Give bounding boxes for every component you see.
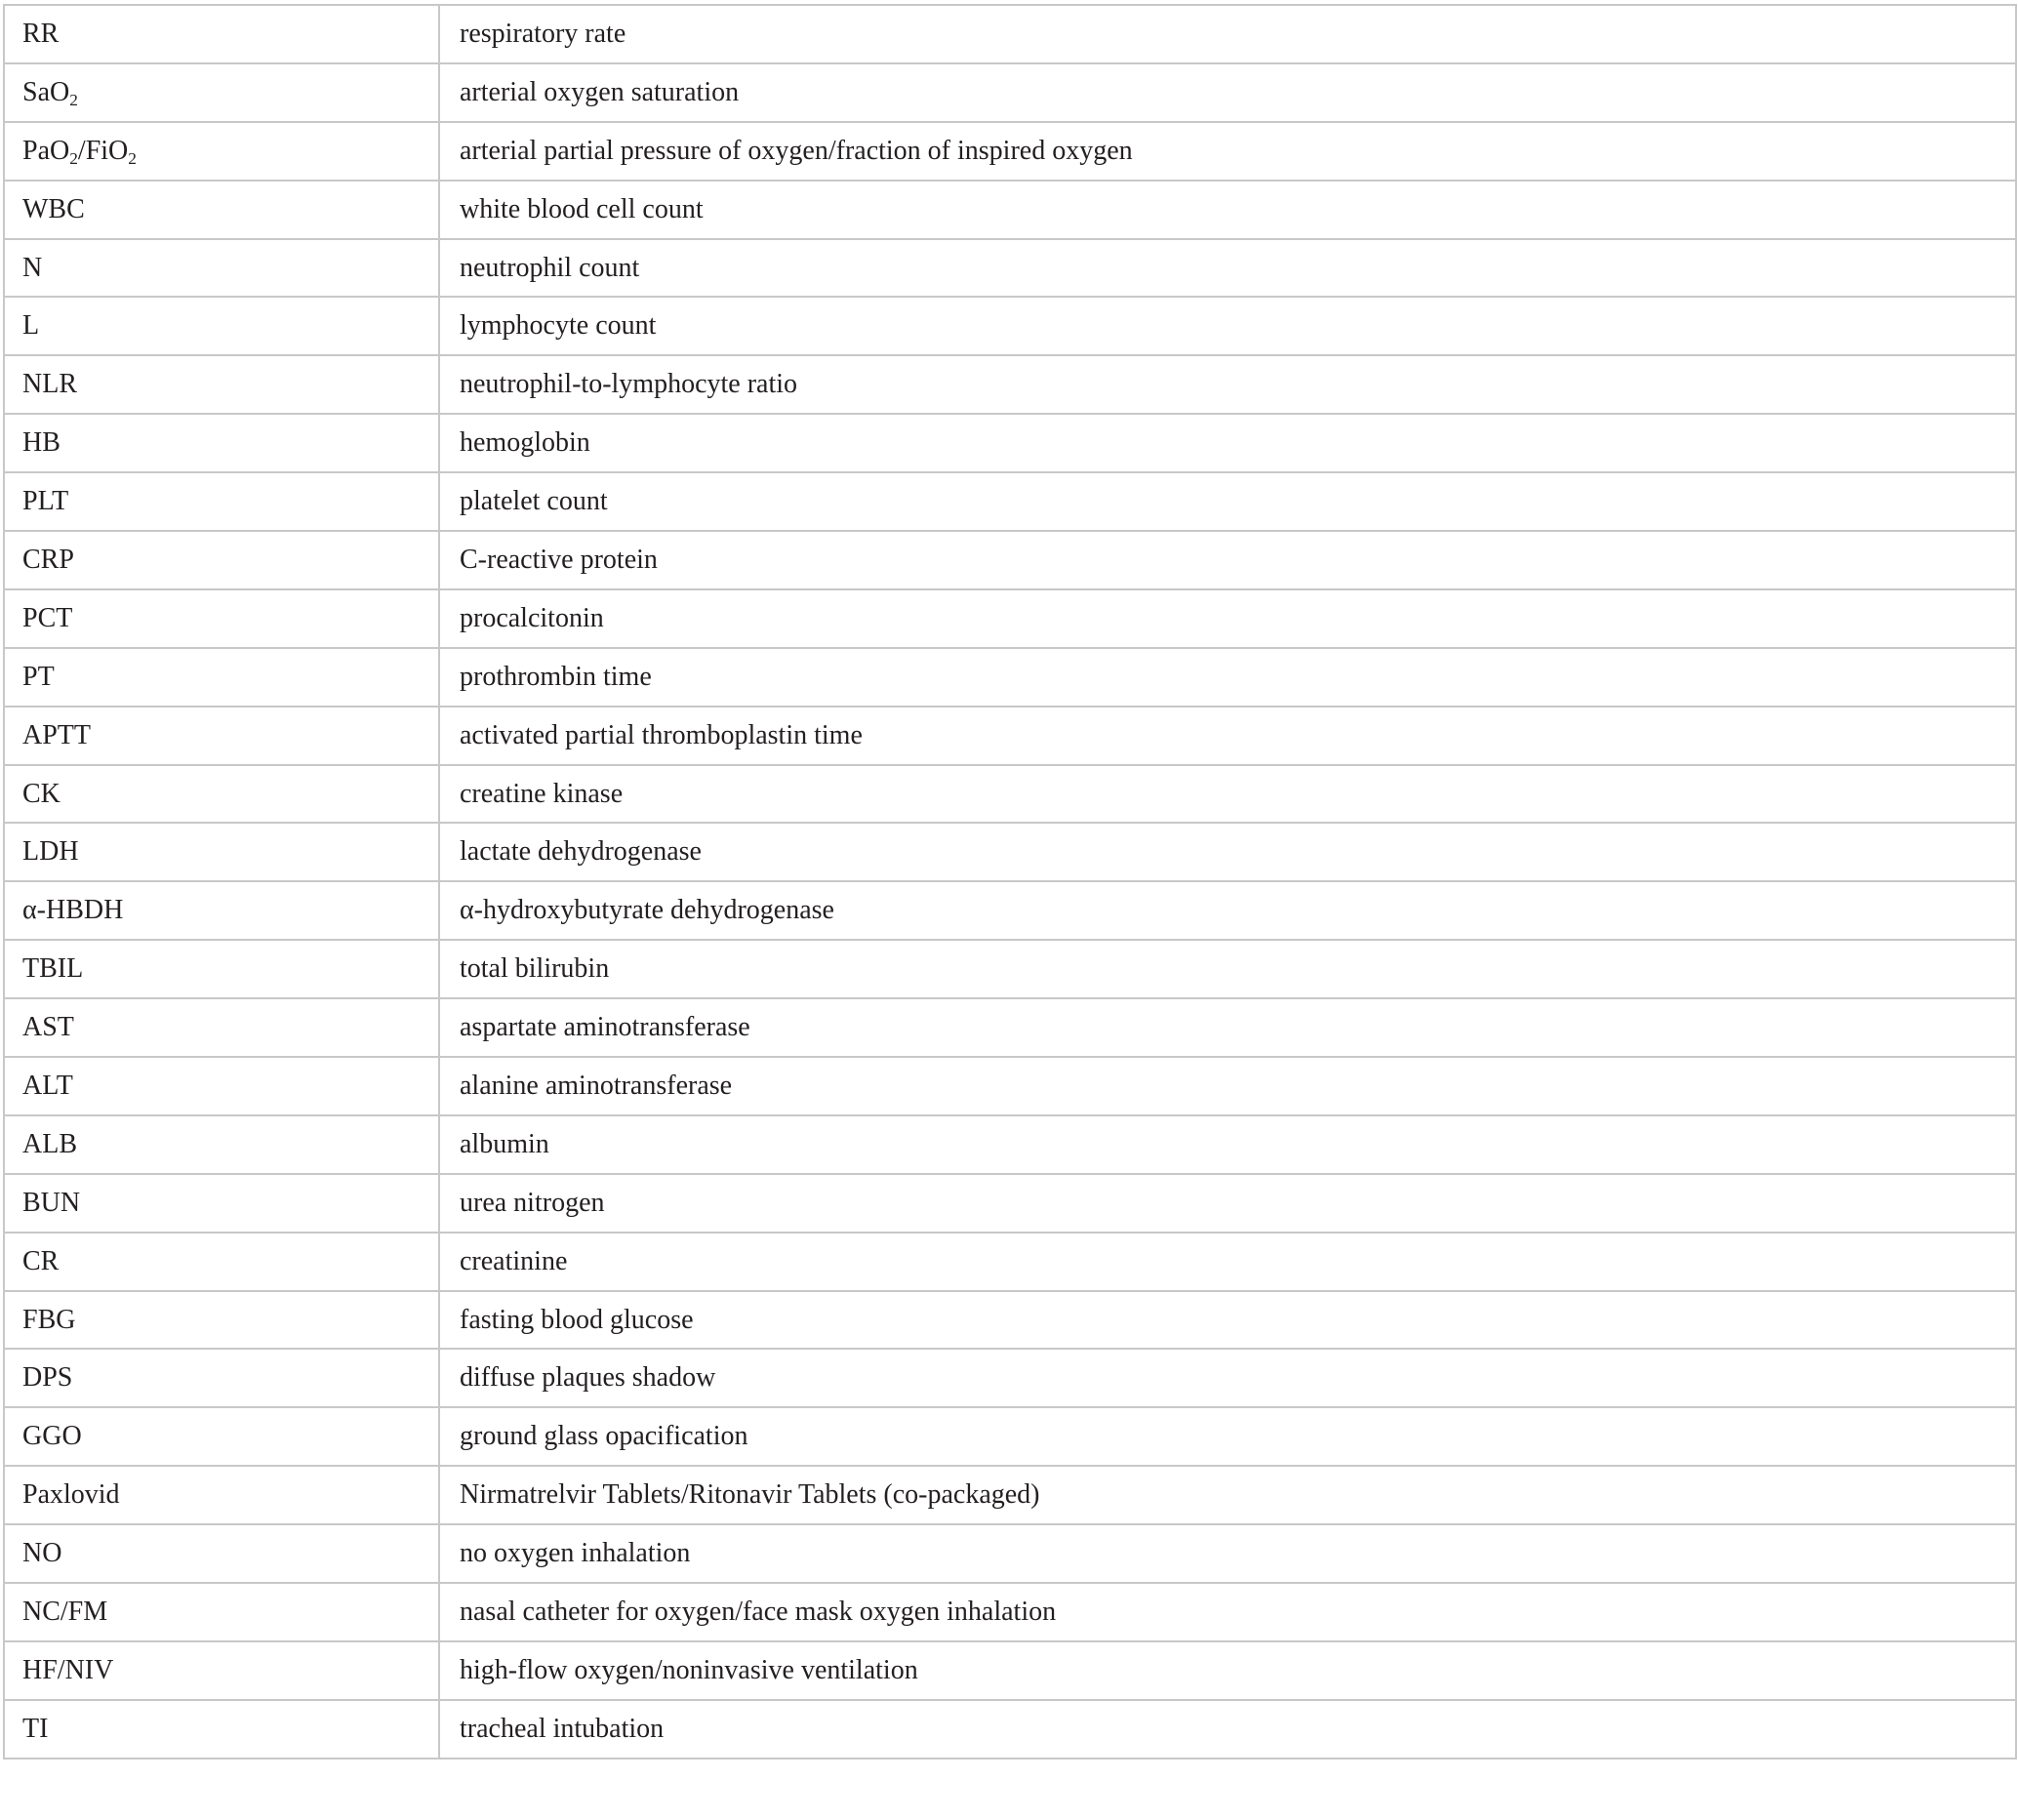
- abbreviation-text: CRP: [22, 544, 74, 575]
- abbreviation-cell: [4, 1524, 439, 1583]
- abbreviation-text: NO: [22, 1538, 62, 1569]
- definition-cell: aspartate aminotransferase: [439, 998, 2016, 1057]
- definition-cell: albumin: [439, 1115, 2016, 1174]
- table-row: [4, 589, 2016, 648]
- table-row: [4, 1641, 2016, 1700]
- abbreviation-text: PLT: [22, 486, 69, 517]
- abbreviation-text: /FiO: [77, 135, 129, 166]
- abbreviation-cell: [4, 63, 439, 122]
- definition-cell: prothrombin time: [439, 648, 2016, 707]
- table-row: [4, 940, 2016, 998]
- table-row: [4, 1291, 2016, 1350]
- abbreviation-text: PT: [22, 661, 55, 692]
- table-row: [4, 1057, 2016, 1115]
- table-row: [4, 1115, 2016, 1174]
- abbreviation-cell: [4, 414, 439, 472]
- abbreviation-cell: [4, 1115, 439, 1174]
- abbreviation-text: HF/NIV: [22, 1654, 114, 1685]
- definition-cell: lactate dehydrogenase: [439, 823, 2016, 881]
- table-row: [4, 881, 2016, 940]
- abbreviation-cell: [4, 707, 439, 765]
- table-row: [4, 707, 2016, 765]
- table-row: [4, 1466, 2016, 1524]
- definition-cell: α-hydroxybutyrate dehydrogenase: [439, 881, 2016, 940]
- definition-cell: Nirmatrelvir Tablets/Ritonavir Tablets (co-packaged): [439, 1466, 2016, 1524]
- abbreviation-text: LDH: [22, 836, 79, 868]
- abbreviation-text: WBC: [22, 193, 85, 224]
- abbreviation-cell: [4, 1349, 439, 1407]
- table-row: [4, 1524, 2016, 1583]
- table-row: [4, 1583, 2016, 1641]
- table-row: [4, 1233, 2016, 1291]
- abbreviation-cell: [4, 1174, 439, 1233]
- abbreviation-cell: [4, 1641, 439, 1700]
- abbreviation-cell: [4, 1466, 439, 1524]
- abbreviation-subscript: 2: [69, 148, 78, 168]
- abbreviation-text: ALB: [22, 1128, 77, 1159]
- abbreviation-cell: [4, 940, 439, 998]
- table-row: [4, 531, 2016, 589]
- abbreviation-text: AST: [22, 1012, 74, 1043]
- definition-cell: C-reactive protein: [439, 531, 2016, 589]
- table-row: [4, 414, 2016, 472]
- abbreviation-cell: [4, 297, 439, 355]
- abbreviation-text: NC/FM: [22, 1596, 108, 1627]
- definition-cell: high-flow oxygen/noninvasive ventilation: [439, 1641, 2016, 1700]
- definition-cell: arterial oxygen saturation: [439, 63, 2016, 122]
- table-row: [4, 355, 2016, 414]
- abbreviation-text: PCT: [22, 602, 73, 633]
- abbreviations-table-container: [3, 4, 2015, 1759]
- abbreviation-text: α-HBDH: [22, 895, 124, 926]
- abbreviation-subscript: 2: [69, 90, 78, 109]
- abbreviation-text: L: [22, 310, 40, 342]
- definition-cell: no oxygen inhalation: [439, 1524, 2016, 1583]
- abbreviation-text: SaO: [22, 76, 70, 107]
- table-row: [4, 181, 2016, 239]
- abbreviation-text: BUN: [22, 1187, 81, 1218]
- abbreviation-text: PaO: [22, 135, 70, 166]
- abbreviation-cell: [4, 1583, 439, 1641]
- table-row: [4, 1349, 2016, 1407]
- definition-cell: platelet count: [439, 472, 2016, 531]
- table-row: [4, 239, 2016, 298]
- abbreviation-text: TBIL: [22, 953, 84, 985]
- table-row: [4, 648, 2016, 707]
- abbreviation-cell: [4, 1233, 439, 1291]
- definition-cell: white blood cell count: [439, 181, 2016, 239]
- definition-cell: lymphocyte count: [439, 297, 2016, 355]
- table-row: [4, 63, 2016, 122]
- table-row: [4, 823, 2016, 881]
- abbreviation-cell: [4, 1291, 439, 1350]
- abbreviation-cell: [4, 1407, 439, 1466]
- definition-cell: arterial partial pressure of oxygen/fraction of inspired oxygen: [439, 122, 2016, 181]
- definition-cell: diffuse plaques shadow: [439, 1349, 2016, 1407]
- abbreviation-cell: [4, 5, 439, 63]
- definition-cell: activated partial thromboplastin time: [439, 707, 2016, 765]
- definition-cell: creatine kinase: [439, 765, 2016, 824]
- definition-cell: alanine aminotransferase: [439, 1057, 2016, 1115]
- definition-cell: nasal catheter for oxygen/face mask oxygen inhalation: [439, 1583, 2016, 1641]
- abbreviation-cell: [4, 998, 439, 1057]
- table-row: [4, 765, 2016, 824]
- abbreviation-cell: [4, 648, 439, 707]
- definition-cell: ground glass opacification: [439, 1407, 2016, 1466]
- abbreviation-cell: [4, 181, 439, 239]
- table-row: [4, 1407, 2016, 1466]
- abbreviation-cell: [4, 589, 439, 648]
- abbreviation-text: APTT: [22, 719, 91, 750]
- definition-cell: neutrophil count: [439, 239, 2016, 298]
- abbreviation-cell: [4, 823, 439, 881]
- definition-cell: creatinine: [439, 1233, 2016, 1291]
- table-row: [4, 472, 2016, 531]
- abbreviation-cell: [4, 472, 439, 531]
- abbreviation-text: DPS: [22, 1362, 73, 1394]
- table-row: [4, 998, 2016, 1057]
- abbreviation-cell: [4, 531, 439, 589]
- table-row: [4, 122, 2016, 181]
- abbreviation-text: ALT: [22, 1070, 73, 1101]
- abbreviation-cell: [4, 765, 439, 824]
- abbreviation-cell: [4, 355, 439, 414]
- definition-cell: hemoglobin: [439, 414, 2016, 472]
- abbreviation-cell: [4, 239, 439, 298]
- abbreviation-cell: [4, 1057, 439, 1115]
- abbreviation-text: N: [22, 252, 43, 283]
- abbreviation-text: TI: [22, 1713, 49, 1744]
- abbreviation-cell: [4, 122, 439, 181]
- definition-cell: respiratory rate: [439, 5, 2016, 63]
- abbreviation-text: FBG: [22, 1304, 76, 1335]
- definition-cell: procalcitonin: [439, 589, 2016, 648]
- definition-cell: total bilirubin: [439, 940, 2016, 998]
- abbreviation-text: NLR: [22, 369, 77, 400]
- abbreviation-text: HB: [22, 427, 61, 459]
- definition-cell: urea nitrogen: [439, 1174, 2016, 1233]
- definition-cell: tracheal intubation: [439, 1700, 2016, 1759]
- table-row: [4, 297, 2016, 355]
- abbreviation-cell: [4, 1700, 439, 1759]
- table-row: [4, 5, 2016, 63]
- abbreviation-cell: [4, 881, 439, 940]
- definition-cell: neutrophil-to-lymphocyte ratio: [439, 355, 2016, 414]
- abbreviation-text: CK: [22, 778, 61, 809]
- abbreviation-subscript: 2: [128, 148, 137, 168]
- table-row: [4, 1700, 2016, 1759]
- abbreviation-text: RR: [22, 18, 60, 49]
- abbreviation-text: GGO: [22, 1421, 82, 1452]
- definition-cell: fasting blood glucose: [439, 1291, 2016, 1350]
- table-row: [4, 1174, 2016, 1233]
- abbreviations-table: [3, 4, 2017, 1759]
- abbreviations-table-body: [4, 5, 2016, 1759]
- abbreviation-text: CR: [22, 1245, 60, 1276]
- abbreviation-text: Paxlovid: [22, 1479, 120, 1511]
